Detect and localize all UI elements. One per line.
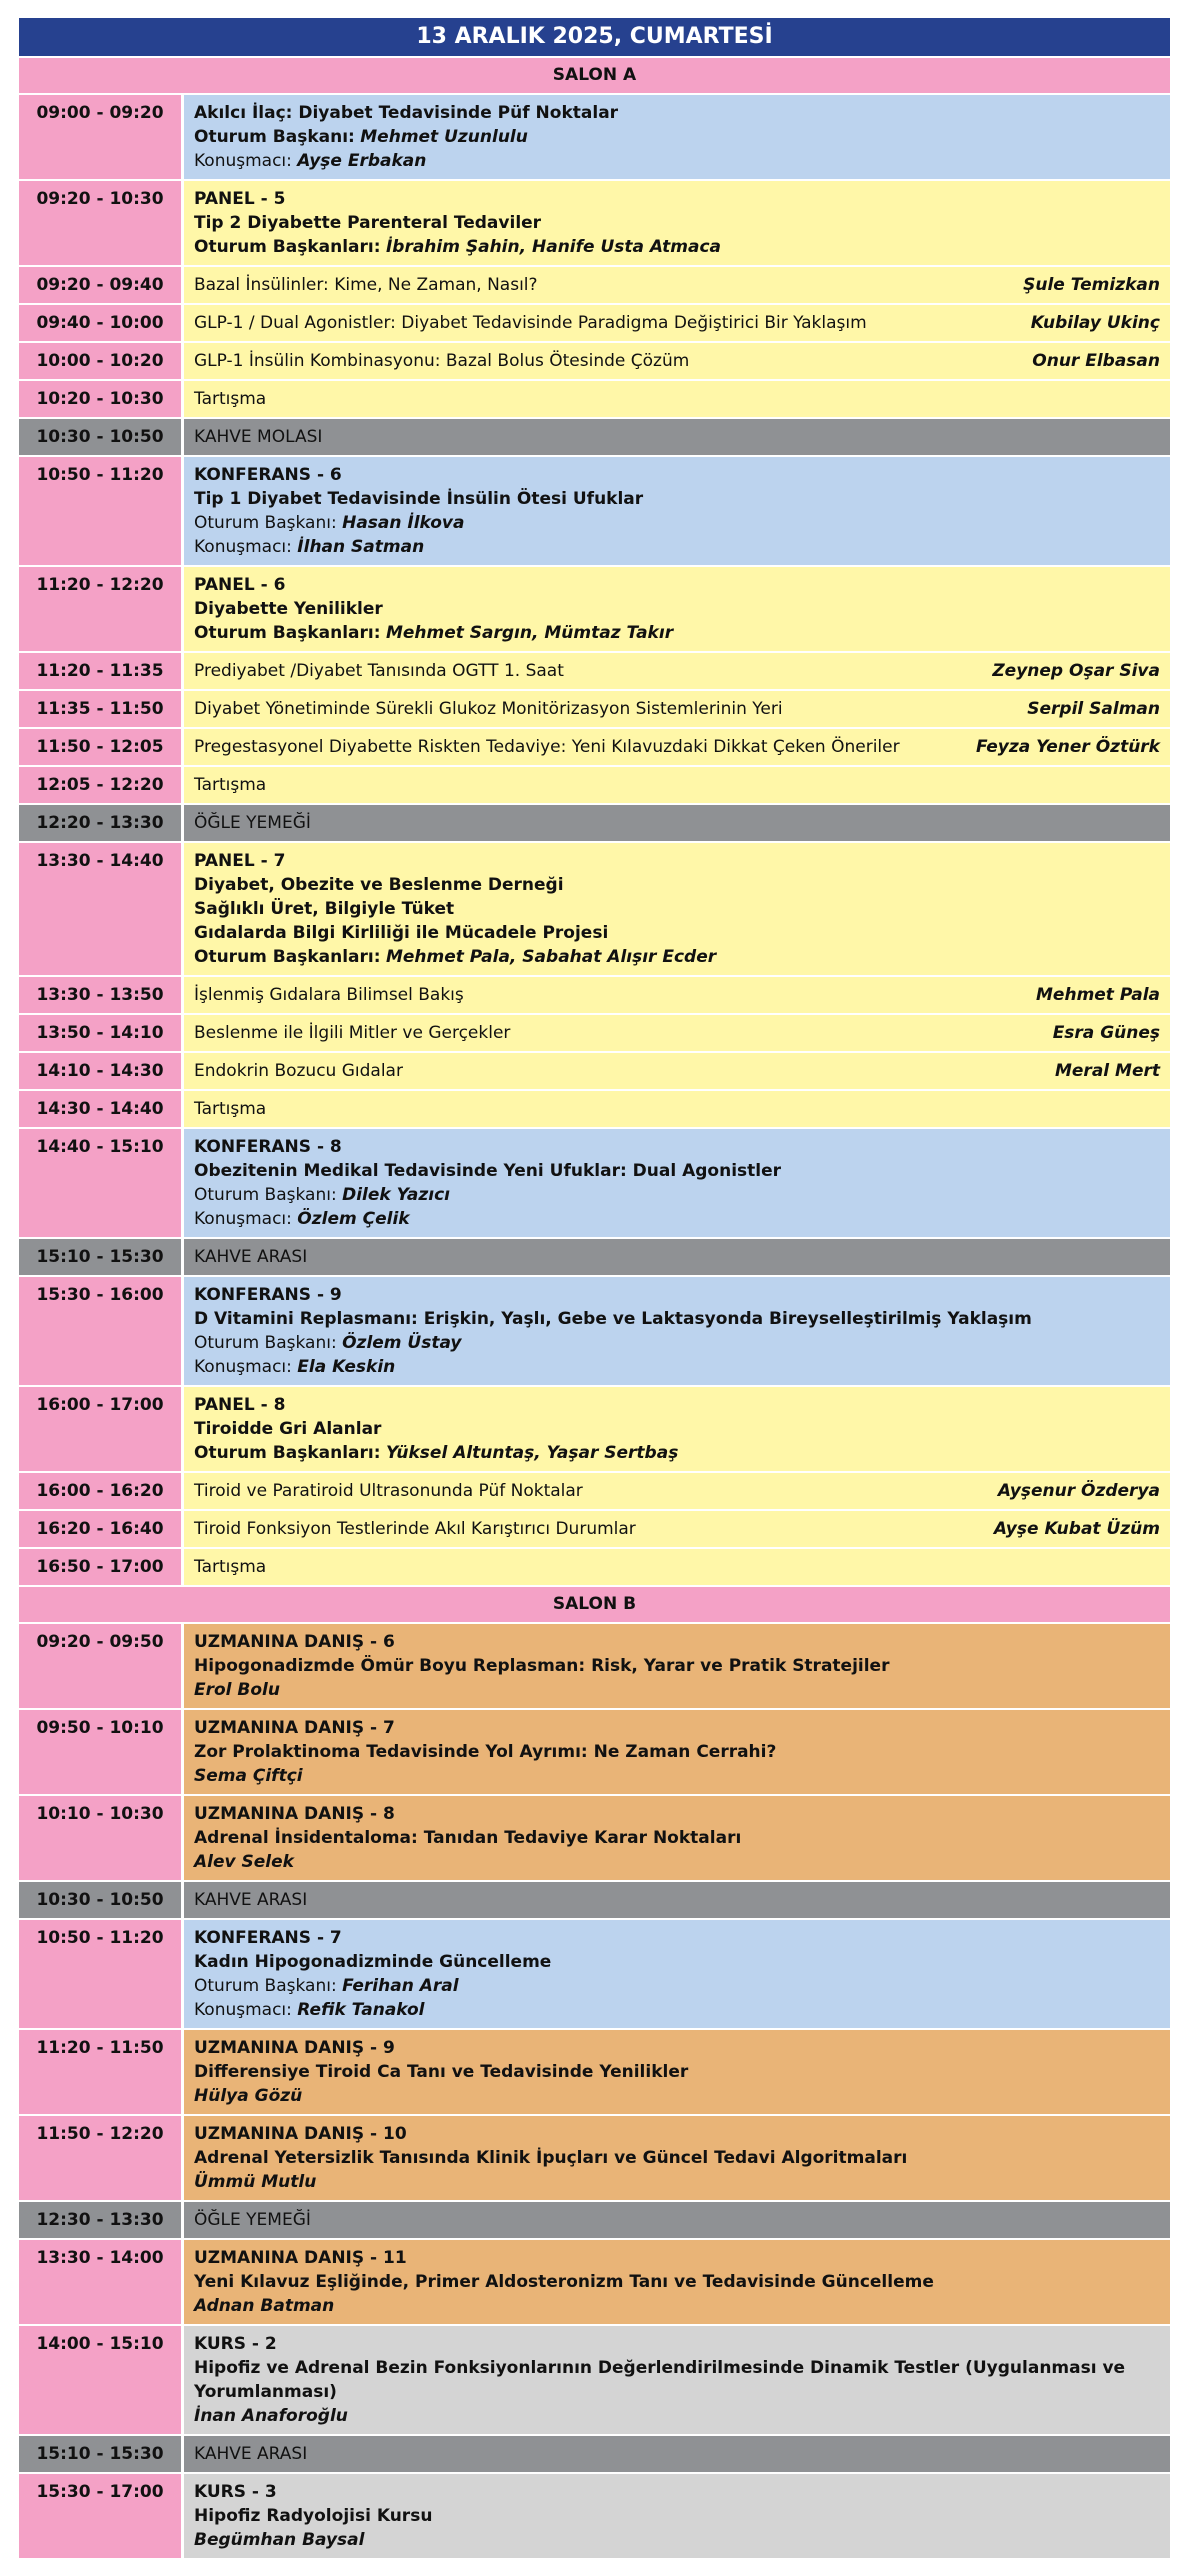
session-row bbox=[19, 1387, 1170, 1471]
session-line bbox=[194, 187, 1160, 211]
person-name: Ferihan Aral bbox=[342, 1976, 459, 1996]
session-time: 13:30 - 13:50 bbox=[19, 977, 181, 1013]
session-content bbox=[184, 1624, 1170, 1708]
session-line bbox=[194, 1159, 1160, 1183]
person-name: Ümmü Mutlu bbox=[194, 2172, 317, 2192]
session-title-text: Tip 2 Diyabette Parenteral Tedaviler bbox=[194, 213, 542, 233]
session-title-text: Hipogonadizmde Ömür Boyu Replasman: Risk, Yarar ve Pratik Stratejiler bbox=[194, 1656, 890, 1676]
person-name: Mehmet Uzunlulu bbox=[360, 127, 528, 147]
session-title-text: Diyabette Yenilikler bbox=[194, 599, 383, 619]
person-name: Mehmet Sargın, Mümtaz Takır bbox=[385, 623, 674, 643]
session-title-text: Yeni Kılavuz Eşliğinde, Primer Aldosteronizm Tanı ve Tedavisinde Güncelleme bbox=[194, 2272, 934, 2292]
session-time: 11:20 - 12:20 bbox=[19, 567, 181, 651]
role-label: Oturum Başkanları: bbox=[194, 947, 381, 967]
session-title-text: Sağlıklı Üret, Bilgiyle Tüket bbox=[194, 899, 455, 919]
session-time: 15:10 - 15:30 bbox=[19, 2436, 181, 2472]
session-title-text: PANEL - 5 bbox=[194, 189, 286, 209]
talk-title: Diyabet Yönetiminde Sürekli Glukoz Monitörizasyon Sistemlerinin Yeri bbox=[194, 699, 783, 719]
session-row bbox=[19, 977, 1170, 1013]
session-content bbox=[184, 1920, 1170, 2028]
session-line bbox=[194, 1678, 1160, 1702]
role-label: Oturum Başkanı: bbox=[194, 1185, 337, 1205]
person-name: Alev Selek bbox=[194, 1852, 294, 1872]
session-time: 09:20 - 10:30 bbox=[19, 181, 181, 265]
session-line bbox=[194, 1307, 1160, 1331]
session-line bbox=[194, 2294, 1160, 2318]
session-time: 12:30 - 13:30 bbox=[19, 2202, 181, 2238]
session-line bbox=[194, 1331, 1160, 1355]
talk-title: Pregestasyonel Diyabette Riskten Tedaviye: Yeni Kılavuzdaki Dikkat Çeken Öneriler bbox=[194, 737, 900, 757]
session-content bbox=[184, 181, 1170, 265]
talk-title: Tartışma bbox=[194, 389, 267, 409]
session-row bbox=[19, 1511, 1170, 1547]
person-name: Begümhan Baysal bbox=[194, 2530, 365, 2550]
session-title-text: UZMANINA DANIŞ - 7 bbox=[194, 1718, 395, 1738]
session-time: 09:50 - 10:10 bbox=[19, 1710, 181, 1794]
session-line bbox=[194, 1441, 1160, 1465]
session-row bbox=[19, 181, 1170, 265]
session-title-text: UZMANINA DANIŞ - 10 bbox=[194, 2124, 407, 2144]
talk-speaker: Meral Mert bbox=[1054, 1061, 1160, 1081]
session-time: 10:00 - 10:20 bbox=[19, 343, 181, 379]
session-title-text: Tip 1 Diyabet Tedavisinde İnsülin Ötesi Ufuklar bbox=[194, 489, 644, 509]
talk-speaker: Esra Güneş bbox=[1052, 1023, 1160, 1043]
session-line bbox=[194, 1802, 1160, 1826]
session-line bbox=[194, 945, 1160, 969]
session-line bbox=[194, 2170, 1160, 2194]
session-line bbox=[194, 1716, 1160, 1740]
session-row bbox=[19, 343, 1170, 379]
session-content bbox=[184, 267, 1170, 303]
break-title: KAHVE ARASI bbox=[194, 1890, 308, 1910]
session-time: 11:20 - 11:35 bbox=[19, 653, 181, 689]
break-title: KAHVE ARASI bbox=[194, 2444, 308, 2464]
session-line bbox=[194, 235, 1160, 259]
talk-title: Beslenme ile İlgili Mitler ve Gerçekler bbox=[194, 1023, 511, 1043]
session-line bbox=[194, 1393, 1160, 1417]
session-title-text: UZMANINA DANIŞ - 11 bbox=[194, 2248, 407, 2268]
session-line bbox=[194, 1974, 1160, 1998]
session-title-text: KONFERANS - 6 bbox=[194, 465, 342, 485]
salon-b-section bbox=[19, 1587, 1170, 2558]
break-title: KAHVE ARASI bbox=[194, 1247, 308, 1267]
session-time: 11:50 - 12:20 bbox=[19, 2116, 181, 2200]
session-time: 10:50 - 11:20 bbox=[19, 457, 181, 565]
session-line bbox=[194, 2060, 1160, 2084]
session-line bbox=[194, 2146, 1160, 2170]
session-row bbox=[19, 1239, 1170, 1275]
session-title-text: Tiroidde Gri Alanlar bbox=[194, 1419, 382, 1439]
role-label: Oturum Başkanı: bbox=[194, 513, 337, 533]
session-line bbox=[194, 2036, 1160, 2060]
session-line bbox=[194, 1850, 1160, 1874]
person-name: Ayşe Erbakan bbox=[297, 151, 427, 171]
person-name: Yüksel Altuntaş, Yaşar Sertbaş bbox=[385, 1443, 679, 1463]
session-line bbox=[194, 1740, 1160, 1764]
session-time: 13:50 - 14:10 bbox=[19, 1015, 181, 1051]
session-line bbox=[194, 1826, 1160, 1850]
session-time: 16:50 - 17:00 bbox=[19, 1549, 181, 1585]
session-row bbox=[19, 305, 1170, 341]
session-time: 13:30 - 14:00 bbox=[19, 2240, 181, 2324]
session-line bbox=[194, 2404, 1160, 2428]
session-row bbox=[19, 419, 1170, 455]
session-title-text: Kadın Hipogonadizminde Güncelleme bbox=[194, 1952, 552, 1972]
salon-a-label: SALON A bbox=[19, 58, 1170, 93]
person-name: Mehmet Pala, Sabahat Alışır Ecder bbox=[385, 947, 717, 967]
session-content bbox=[184, 1549, 1170, 1585]
session-row bbox=[19, 1129, 1170, 1237]
session-line bbox=[194, 849, 1160, 873]
session-time: 10:30 - 10:50 bbox=[19, 419, 181, 455]
session-content bbox=[184, 977, 1170, 1013]
session-line bbox=[194, 2356, 1160, 2404]
day-header: 13 ARALIK 2025, CUMARTESİ bbox=[19, 18, 1170, 56]
session-content bbox=[184, 767, 1170, 803]
talk-title: Tartışma bbox=[194, 1557, 267, 1577]
session-content bbox=[184, 567, 1170, 651]
session-time: 10:30 - 10:50 bbox=[19, 1882, 181, 1918]
session-row bbox=[19, 767, 1170, 803]
session-content bbox=[184, 343, 1170, 379]
session-row bbox=[19, 843, 1170, 975]
break-content bbox=[184, 805, 1170, 841]
role-label: Oturum Başkanı: bbox=[194, 1976, 337, 1996]
break-content bbox=[184, 1882, 1170, 1918]
session-title-text: PANEL - 8 bbox=[194, 1395, 286, 1415]
session-line bbox=[194, 2122, 1160, 2146]
session-title-text: KURS - 2 bbox=[194, 2334, 277, 2354]
session-content bbox=[184, 1473, 1170, 1509]
person-name: Özlem Çelik bbox=[297, 1209, 410, 1229]
talk-title: Tartışma bbox=[194, 775, 267, 795]
session-content bbox=[184, 457, 1170, 565]
session-line bbox=[194, 463, 1160, 487]
talk-speaker: Ayşenur Özderya bbox=[997, 1481, 1160, 1501]
talk-title: GLP-1 İnsülin Kombinasyonu: Bazal Bolus Ötesinde Çözüm bbox=[194, 351, 690, 371]
session-title-text: Hipofiz Radyolojisi Kursu bbox=[194, 2506, 433, 2526]
talk-speaker: Serpil Salman bbox=[1027, 699, 1160, 719]
talk-title: Tiroid ve Paratiroid Ultrasonunda Püf Noktalar bbox=[194, 1481, 583, 1501]
session-line bbox=[194, 897, 1160, 921]
session-content bbox=[184, 1796, 1170, 1880]
session-line bbox=[194, 2480, 1160, 2504]
session-line bbox=[194, 1654, 1160, 1678]
session-row bbox=[19, 1882, 1170, 1918]
person-name: Erol Bolu bbox=[194, 1680, 280, 1700]
session-line bbox=[194, 211, 1160, 235]
session-time: 16:00 - 16:20 bbox=[19, 1473, 181, 1509]
session-title-text: Adrenal İnsidentaloma: Tanıdan Tedaviye Karar Noktaları bbox=[194, 1828, 742, 1848]
session-title-text: Differensiye Tiroid Ca Tanı ve Tedavisinde Yenilikler bbox=[194, 2062, 689, 2082]
session-line bbox=[194, 2270, 1160, 2294]
session-time: 09:20 - 09:40 bbox=[19, 267, 181, 303]
session-row bbox=[19, 267, 1170, 303]
session-row bbox=[19, 2474, 1170, 2558]
session-title-text: PANEL - 7 bbox=[194, 851, 286, 871]
person-name: İbrahim Şahin, Hanife Usta Atmaca bbox=[385, 237, 721, 257]
session-row bbox=[19, 381, 1170, 417]
session-row bbox=[19, 1796, 1170, 1880]
talk-title: Endokrin Bozucu Gıdalar bbox=[194, 1061, 403, 1081]
role-label: Konuşmacı: bbox=[194, 1209, 292, 1229]
session-title-text: KONFERANS - 9 bbox=[194, 1285, 342, 1305]
session-time: 12:05 - 12:20 bbox=[19, 767, 181, 803]
break-title: ÖĞLE YEMEĞİ bbox=[194, 2210, 311, 2230]
role-label: Konuşmacı: bbox=[194, 2000, 292, 2020]
session-time: 11:20 - 11:50 bbox=[19, 2030, 181, 2114]
session-time: 14:10 - 14:30 bbox=[19, 1053, 181, 1089]
session-content bbox=[184, 1511, 1170, 1547]
session-content bbox=[184, 1053, 1170, 1089]
break-content bbox=[184, 2202, 1170, 2238]
session-row bbox=[19, 1015, 1170, 1051]
session-content bbox=[184, 1129, 1170, 1237]
session-time: 09:20 - 09:50 bbox=[19, 1624, 181, 1708]
talk-title: Tiroid Fonksiyon Testlerinde Akıl Karıştırıcı Durumlar bbox=[194, 1519, 636, 1539]
session-line bbox=[194, 1950, 1160, 1974]
session-time: 16:00 - 17:00 bbox=[19, 1387, 181, 1471]
session-line bbox=[194, 2084, 1160, 2108]
session-row bbox=[19, 457, 1170, 565]
session-row bbox=[19, 2436, 1170, 2472]
session-line bbox=[194, 1135, 1160, 1159]
session-title-text: Gıdalarda Bilgi Kirliliği ile Mücadele Projesi bbox=[194, 923, 609, 943]
talk-speaker: Kubilay Ukinç bbox=[1030, 313, 1160, 333]
session-time: 13:30 - 14:40 bbox=[19, 843, 181, 975]
talk-title: Tartışma bbox=[194, 1099, 267, 1119]
session-time: 15:10 - 15:30 bbox=[19, 1239, 181, 1275]
session-title-text: KURS - 3 bbox=[194, 2482, 277, 2502]
session-time: 09:40 - 10:00 bbox=[19, 305, 181, 341]
session-title-text: Obezitenin Medikal Tedavisinde Yeni Ufuklar: Dual Agonistler bbox=[194, 1161, 782, 1181]
session-title-text: UZMANINA DANIŞ - 6 bbox=[194, 1632, 395, 1652]
talk-speaker: Mehmet Pala bbox=[1036, 985, 1160, 1005]
person-name: Refik Tanakol bbox=[297, 2000, 425, 2020]
session-time: 10:10 - 10:30 bbox=[19, 1796, 181, 1880]
talk-title: Bazal İnsülinler: Kime, Ne Zaman, Nasıl? bbox=[194, 275, 538, 295]
session-line bbox=[194, 873, 1160, 897]
session-title-text: PANEL - 6 bbox=[194, 575, 286, 595]
session-line bbox=[194, 101, 1160, 125]
session-content bbox=[184, 2030, 1170, 2114]
session-row bbox=[19, 1710, 1170, 1794]
person-name: İlhan Satman bbox=[297, 537, 425, 557]
salon-a-section bbox=[19, 58, 1170, 1585]
session-title-text: Hipofiz ve Adrenal Bezin Fonksiyonlarının Değerlendirilmesinde Dinamik Testler (Uygulanması ve Yorumlanması) bbox=[194, 2358, 1126, 2402]
role-label: Oturum Başkanları: bbox=[194, 1443, 381, 1463]
session-row bbox=[19, 2326, 1170, 2434]
session-content bbox=[184, 305, 1170, 341]
session-content bbox=[184, 1387, 1170, 1471]
session-time: 15:30 - 16:00 bbox=[19, 1277, 181, 1385]
session-content bbox=[184, 2116, 1170, 2200]
role-label: Konuşmacı: bbox=[194, 151, 292, 171]
session-title-text: Akılcı İlaç: Diyabet Tedavisinde Püf Noktalar bbox=[194, 103, 619, 123]
session-row bbox=[19, 2240, 1170, 2324]
session-time: 10:50 - 11:20 bbox=[19, 1920, 181, 2028]
session-line bbox=[194, 1926, 1160, 1950]
person-name: Özlem Üstay bbox=[342, 1333, 462, 1353]
person-name: Dilek Yazıcı bbox=[342, 1185, 451, 1205]
session-line bbox=[194, 1355, 1160, 1379]
session-title-text: Zor Prolaktinoma Tedavisinde Yol Ayrımı: Ne Zaman Cerrahi? bbox=[194, 1742, 777, 1762]
session-content bbox=[184, 1277, 1170, 1385]
session-line bbox=[194, 1283, 1160, 1307]
session-time: 15:30 - 17:00 bbox=[19, 2474, 181, 2558]
session-row bbox=[19, 2030, 1170, 2114]
person-name: Adnan Batman bbox=[194, 2296, 335, 2316]
session-row bbox=[19, 691, 1170, 727]
session-content bbox=[184, 1091, 1170, 1127]
session-row bbox=[19, 729, 1170, 765]
role-label: Oturum Başkanları: bbox=[194, 237, 381, 257]
session-line bbox=[194, 1998, 1160, 2022]
role-label: Oturum Başkanı: bbox=[194, 1333, 337, 1353]
session-content bbox=[184, 691, 1170, 727]
session-line bbox=[194, 1764, 1160, 1788]
person-name: Ela Keskin bbox=[297, 1357, 396, 1377]
session-row bbox=[19, 1053, 1170, 1089]
session-content bbox=[184, 843, 1170, 975]
session-line bbox=[194, 535, 1160, 559]
session-content bbox=[184, 729, 1170, 765]
session-line bbox=[194, 597, 1160, 621]
session-row bbox=[19, 567, 1170, 651]
session-time: 14:30 - 14:40 bbox=[19, 1091, 181, 1127]
role-label: Oturum Başkanları: bbox=[194, 623, 381, 643]
person-name: Hasan İlkova bbox=[342, 513, 465, 533]
talk-speaker: Zeynep Oşar Siva bbox=[992, 661, 1160, 681]
session-line bbox=[194, 2246, 1160, 2270]
person-name: Hülya Gözü bbox=[194, 2086, 303, 2106]
session-line bbox=[194, 621, 1160, 645]
session-title-text: KONFERANS - 8 bbox=[194, 1137, 342, 1157]
session-content bbox=[184, 653, 1170, 689]
break-title: KAHVE MOLASI bbox=[194, 427, 323, 447]
role-label: Konuşmacı: bbox=[194, 537, 292, 557]
session-row bbox=[19, 1624, 1170, 1708]
break-content bbox=[184, 419, 1170, 455]
session-title-text: UZMANINA DANIŞ - 8 bbox=[194, 1804, 395, 1824]
talk-title: İşlenmiş Gıdalara Bilimsel Bakış bbox=[194, 985, 464, 1005]
session-content bbox=[184, 2474, 1170, 2558]
session-time: 14:00 - 15:10 bbox=[19, 2326, 181, 2434]
session-title-text: KONFERANS - 7 bbox=[194, 1928, 342, 1948]
session-line bbox=[194, 511, 1160, 535]
role-label: Konuşmacı: bbox=[194, 1357, 292, 1377]
session-title-text: Adrenal Yetersizlik Tanısında Klinik İpuçları ve Güncel Tedavi Algoritmaları bbox=[194, 2148, 908, 2168]
session-row bbox=[19, 1473, 1170, 1509]
session-time: 16:20 - 16:40 bbox=[19, 1511, 181, 1547]
session-row bbox=[19, 2202, 1170, 2238]
talk-speaker: Şule Temizkan bbox=[1023, 275, 1160, 295]
program-sheet bbox=[19, 18, 1170, 2560]
session-content bbox=[184, 1015, 1170, 1051]
session-line bbox=[194, 1183, 1160, 1207]
person-name: İnan Anaforoğlu bbox=[194, 2406, 348, 2426]
session-row bbox=[19, 95, 1170, 179]
session-content bbox=[184, 95, 1170, 179]
session-row bbox=[19, 653, 1170, 689]
talk-speaker: Ayşe Kubat Üzüm bbox=[993, 1519, 1160, 1539]
session-time: 10:20 - 10:30 bbox=[19, 381, 181, 417]
session-line bbox=[194, 1630, 1160, 1654]
session-row bbox=[19, 1920, 1170, 2028]
session-row bbox=[19, 1549, 1170, 1585]
talk-speaker: Onur Elbasan bbox=[1032, 351, 1160, 371]
session-line bbox=[194, 2504, 1160, 2528]
role-label: Oturum Başkanı: bbox=[194, 127, 355, 147]
session-line bbox=[194, 2332, 1160, 2356]
session-time: 12:20 - 13:30 bbox=[19, 805, 181, 841]
session-time: 11:50 - 12:05 bbox=[19, 729, 181, 765]
session-content bbox=[184, 2326, 1170, 2434]
talk-title: Prediyabet /Diyabet Tanısında OGTT 1. Saat bbox=[194, 661, 564, 681]
session-line bbox=[194, 125, 1160, 149]
salon-b-label: SALON B bbox=[19, 1587, 1170, 1622]
session-time: 11:35 - 11:50 bbox=[19, 691, 181, 727]
session-line bbox=[194, 921, 1160, 945]
session-time: 14:40 - 15:10 bbox=[19, 1129, 181, 1237]
session-time: 09:00 - 09:20 bbox=[19, 95, 181, 179]
session-title-text: Diyabet, Obezite ve Beslenme Derneği bbox=[194, 875, 564, 895]
talk-title: GLP-1 / Dual Agonistler: Diyabet Tedavisinde Paradigma Değiştirici Bir Yaklaşım bbox=[194, 313, 867, 333]
session-line bbox=[194, 1417, 1160, 1441]
session-title-text: UZMANINA DANIŞ - 9 bbox=[194, 2038, 395, 2058]
person-name: Sema Çiftçi bbox=[194, 1766, 303, 1786]
session-row bbox=[19, 2116, 1170, 2200]
session-line bbox=[194, 573, 1160, 597]
session-line bbox=[194, 487, 1160, 511]
session-content bbox=[184, 1710, 1170, 1794]
talk-speaker: Feyza Yener Öztürk bbox=[975, 737, 1160, 757]
session-row bbox=[19, 1277, 1170, 1385]
session-line bbox=[194, 1207, 1160, 1231]
session-row bbox=[19, 805, 1170, 841]
break-content bbox=[184, 1239, 1170, 1275]
session-line bbox=[194, 2528, 1160, 2552]
break-title: ÖĞLE YEMEĞİ bbox=[194, 813, 311, 833]
session-title-text: D Vitamini Replasmanı: Erişkin, Yaşlı, Gebe ve Laktasyonda Bireyselleştirilmiş Yaklaşım bbox=[194, 1309, 1032, 1329]
session-content bbox=[184, 381, 1170, 417]
break-content bbox=[184, 2436, 1170, 2472]
session-row bbox=[19, 1091, 1170, 1127]
session-content bbox=[184, 2240, 1170, 2324]
session-line bbox=[194, 149, 1160, 173]
